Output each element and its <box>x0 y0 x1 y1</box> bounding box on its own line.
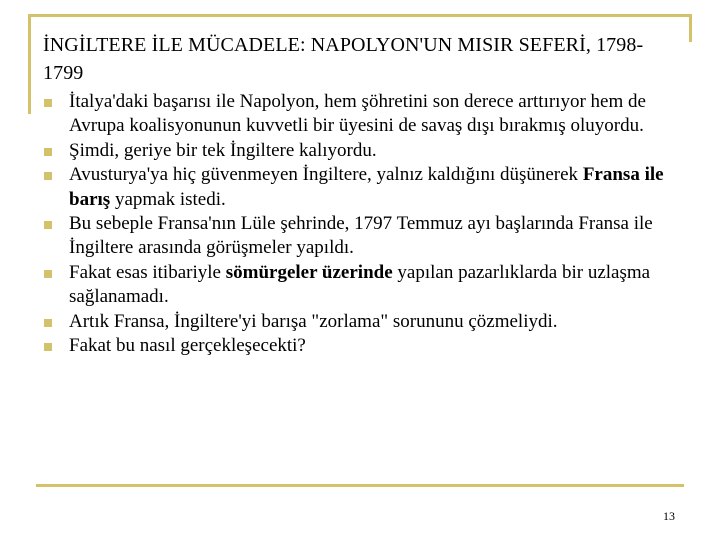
slide-title: İNGİLTERE İLE MÜCADELE: NAPOLYON'UN MISIR SEFERİ, 1798-1799 <box>43 34 644 84</box>
page-number: 13 <box>663 509 675 523</box>
bullet-item <box>43 334 683 358</box>
square-bullet-icon <box>44 172 52 180</box>
bullet-text: İtalya'daki başarısı ile Napolyon, hem şöhretini son derece arttırıyor hem de Avrupa koalisyonunun kuvvetli bir üyesini de savaş dışı bırakmış oluyordu. <box>69 91 646 137</box>
right-rule <box>689 14 692 42</box>
bottom-rule <box>36 484 684 487</box>
bullet-text: Şimdi, geriye bir tek İngiltere kalıyordu. <box>69 139 377 161</box>
square-bullet-icon <box>44 270 52 278</box>
bullet-item <box>43 163 683 212</box>
square-bullet-icon <box>44 99 52 107</box>
bullet-item <box>43 139 683 163</box>
bold-phrase: Fransa ile barış <box>69 164 664 210</box>
bullet-text: Artık Fransa, İngiltere'yi barışa "zorlama" sorununu çözmeliydi. <box>69 310 558 332</box>
bullet-item <box>43 310 683 334</box>
top-rule <box>28 14 692 17</box>
square-bullet-icon <box>44 343 52 351</box>
bullet-text: Fakat esas itibariyle sömürgeler üzerinde yapılan pazarlıklarda bir uzlaşma sağlanamadı. <box>69 261 651 308</box>
bullet-text: Fakat bu nasıl gerçekleşecekti? <box>69 335 306 357</box>
square-bullet-icon <box>44 148 52 156</box>
square-bullet-icon <box>44 319 52 327</box>
bullet-list <box>43 90 683 358</box>
bullet-text: Avusturya'ya hiç güvenmeyen İngiltere, yalnız kaldığını düşünerek Fransa ile barış yapmak istedi. <box>69 164 664 210</box>
bullet-item <box>43 261 683 310</box>
bold-phrase: sömürgeler üzerinde <box>225 261 393 283</box>
left-rule <box>28 14 31 114</box>
bullet-item <box>43 212 683 261</box>
bullet-text: Bu sebeple Fransa'nın Lüle şehrinde, 1797 Temmuz ayı başlarında Fransa ile İngiltere arasında görüşmeler yapıldı. <box>69 213 653 259</box>
bullet-item <box>43 90 683 139</box>
square-bullet-icon <box>44 221 52 229</box>
